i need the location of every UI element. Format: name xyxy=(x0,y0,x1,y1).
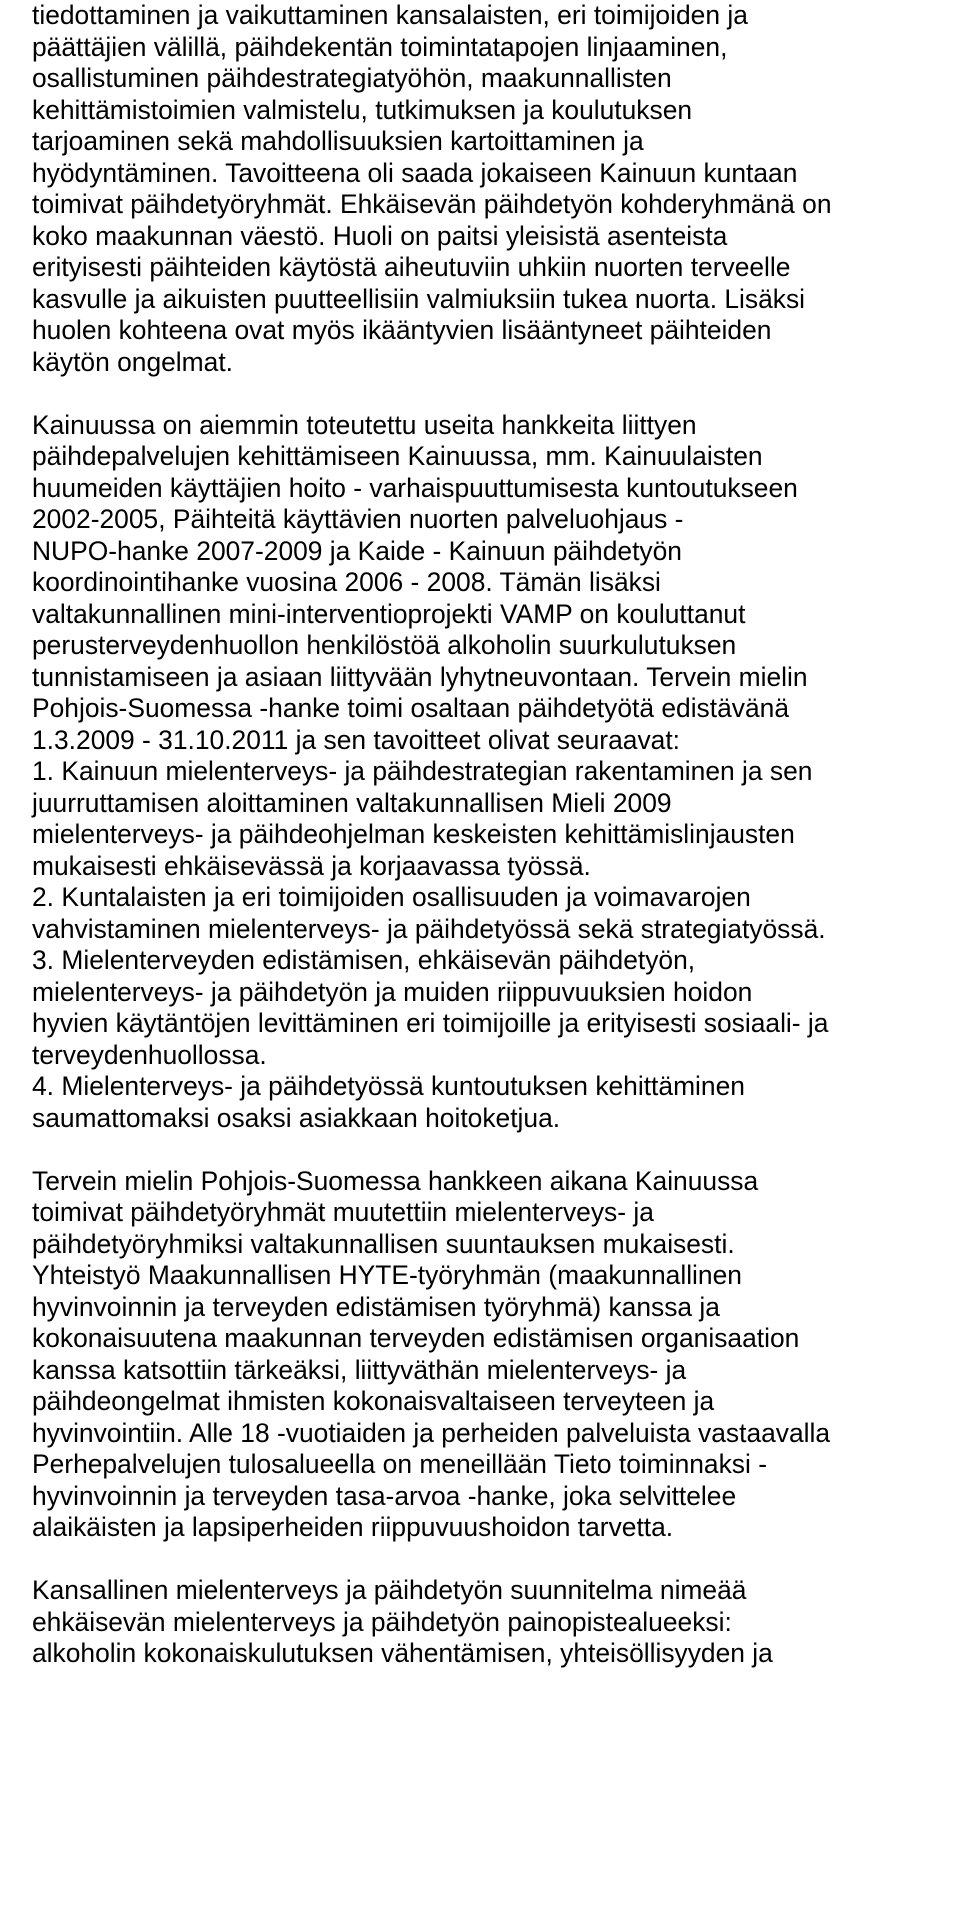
text-line: hyvinvointiin. Alle 18 -vuotiaiden ja perheiden palveluista vastaavalla xyxy=(32,1417,831,1448)
paragraph xyxy=(32,0,932,378)
text-line: huolen kohteena ovat myös ikääntyvien lisääntyneet päihteiden xyxy=(32,315,772,345)
text-line: erityisesti päihteiden käytöstä aiheutuviin uhkiin nuorten terveelle xyxy=(32,252,791,282)
text-line: perusterveydenhuollon henkilöstöä alkoholin suurkulutuksen xyxy=(32,630,737,660)
text-line: osallistuminen päihdestrategiatyöhön, maakunnallisten xyxy=(32,63,672,93)
paragraph-gap xyxy=(32,1134,932,1166)
paragraph-gap xyxy=(32,1544,932,1576)
text-line: 2002-2005, Päihteitä käyttävien nuorten palveluohjaus - xyxy=(32,504,684,534)
text-line: Kansallinen mielenterveys ja päihdetyön suunnitelma nimeää xyxy=(32,1575,747,1605)
text-line: 1. Kainuun mielenterveys- ja päihdestrategian rakentaminen ja sen xyxy=(32,756,813,786)
text-line: kehittämistoimien valmistelu, tutkimuksen ja koulutuksen xyxy=(32,94,693,125)
text-line: hyvinvoinnin ja terveyden tasa-arvoa -hanke, joka selvittelee xyxy=(32,1480,737,1511)
text-line: päihdeongelmat ihmisten kokonaisvaltaiseen terveyteen ja xyxy=(32,1386,715,1416)
text-line: tiedottaminen ja vaikuttaminen kansalaisten, eri toimijoiden ja xyxy=(32,0,748,30)
text-line: Kainuussa on aiemmin toteutettu useita hankkeita liittyen xyxy=(32,409,697,440)
text-line: ehkäisevän mielenterveys ja päihdetyön painopistealueeksi: xyxy=(32,1606,732,1637)
text-line: Yhteistyö Maakunnallisen HYTE-työryhmän (maakunnallinen xyxy=(32,1260,742,1290)
text-line: huumeiden käyttäjien hoito - varhaispuuttumisesta kuntoutukseen xyxy=(32,472,798,503)
paragraph xyxy=(32,1166,932,1544)
text-line: alaikäisten ja lapsiperheiden riippuvuushoidon tarvetta. xyxy=(32,1512,674,1542)
text-line: 4. Mielenterveys- ja päihdetyössä kuntoutuksen kehittäminen xyxy=(32,1071,745,1101)
text-line: käytön ongelmat. xyxy=(32,346,233,377)
text-line: hyvien käytäntöjen levittäminen eri toimijoille ja erityisesti sosiaali- ja xyxy=(32,1008,829,1038)
text-line: toimivat päihdetyöryhmät muutettiin mielenterveys- ja xyxy=(32,1197,654,1227)
text-line: kanssa katsottiin tärkeäksi, liittyväthän mielenterveys- ja xyxy=(32,1354,687,1385)
text-line: Tervein mielin Pohjois-Suomessa hankkeen aikana Kainuussa xyxy=(32,1165,759,1196)
text-line: valtakunnallinen mini-interventioprojekti VAMP on kouluttanut xyxy=(32,598,746,629)
text-line: tunnistamiseen ja asiaan liittyvään lyhytneuvontaan. Tervein mielin xyxy=(32,661,808,692)
text-line: päihdetyöryhmiksi valtakunnallisen suuntauksen mukaisesti. xyxy=(32,1228,735,1259)
document-page xyxy=(32,0,932,1670)
text-line: saumattomaksi osaksi asiakkaan hoitoketjua. xyxy=(32,1102,561,1133)
text-line: koordinointihanke vuosina 2006 - 2008. Tämän lisäksi xyxy=(32,567,661,597)
paragraph-gap xyxy=(32,378,932,410)
text-line: mielenterveys- ja päihdetyön ja muiden riippuvuuksien hoidon xyxy=(32,976,753,1007)
text-line: Pohjois-Suomessa -hanke toimi osaltaan päihdetyötä edistävänä xyxy=(32,693,789,723)
text-line: päättäjien välillä, päihdekentän toimintatapojen linjaaminen, xyxy=(32,31,728,62)
text-line: kokonaisuutena maakunnan terveyden edistämisen organisaation xyxy=(32,1323,800,1353)
paragraph xyxy=(32,410,932,1135)
text-line: juurruttamisen aloittaminen valtakunnallisen Mieli 2009 xyxy=(32,787,672,818)
text-line: hyödyntäminen. Tavoitteena oli saada jokaiseen Kainuun kuntaan xyxy=(32,157,798,188)
text-line: Perhepalvelujen tulosalueella on meneillään Tieto toiminnaksi - xyxy=(32,1449,767,1479)
text-line: 2. Kuntalaisten ja eri toimijoiden osallisuuden ja voimavarojen xyxy=(32,882,751,912)
text-line: vahvistaminen mielenterveys- ja päihdetyössä sekä strategiatyössä. xyxy=(32,913,826,944)
text-line: tarjoaminen sekä mahdollisuuksien kartoittaminen ja xyxy=(32,126,644,156)
text-line: terveydenhuollossa. xyxy=(32,1039,267,1070)
text-line: kasvulle ja aikuisten puutteellisiin valmiuksiin tukea nuorta. Lisäksi xyxy=(32,283,806,314)
text-line: koko maakunnan väestö. Huoli on paitsi yleisistä asenteista xyxy=(32,220,728,251)
text-line: 3. Mielenterveyden edistämisen, ehkäisevän päihdetyön, xyxy=(32,945,696,975)
text-line: mukaisesti ehkäisevässä ja korjaavassa työssä. xyxy=(32,850,591,881)
text-line: hyvinvoinnin ja terveyden edistämisen työryhmä) kanssa ja xyxy=(32,1291,720,1322)
text-line: toimivat päihdetyöryhmät. Ehkäisevän päihdetyön kohderyhmänä on xyxy=(32,189,832,219)
text-line: 1.3.2009 - 31.10.2011 ja sen tavoitteet olivat seuraavat: xyxy=(32,724,680,755)
text-line: päihdepalvelujen kehittämiseen Kainuussa, mm. Kainuulaisten xyxy=(32,441,763,471)
paragraph xyxy=(32,1575,932,1670)
text-line: NUPO-hanke 2007-2009 ja Kaide - Kainuun päihdetyön xyxy=(32,535,682,566)
text-line: mielenterveys- ja päihdeohjelman keskeisten kehittämislinjausten xyxy=(32,819,795,849)
text-line: alkoholin kokonaiskulutuksen vähentämisen, yhteisöllisyyden ja xyxy=(32,1638,773,1668)
